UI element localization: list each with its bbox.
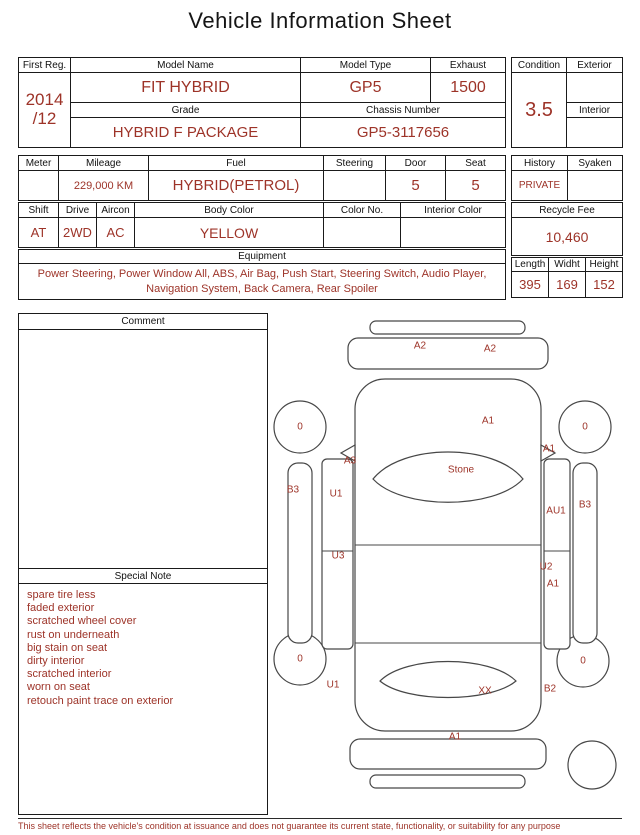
body-color-label: Body Color <box>135 203 324 218</box>
meter-label: Meter <box>19 156 59 171</box>
damage-marker-0: 0 <box>582 421 588 433</box>
chassis-number-label: Chassis Number <box>301 103 506 118</box>
comment-box <box>18 313 268 815</box>
dimensions-table <box>511 257 623 298</box>
exhaust-value: 1500 <box>431 73 506 103</box>
damage-marker-b3: B3 <box>286 484 300 496</box>
damage-markers <box>270 313 635 815</box>
damage-marker-0: 0 <box>297 421 303 433</box>
first-reg-label: First Reg. <box>19 58 71 73</box>
color-no-value <box>324 218 401 248</box>
special-note-item: big stain on seat <box>27 641 108 654</box>
damage-marker-u2: U2 <box>539 561 553 573</box>
color-no-label: Color No. <box>324 203 401 218</box>
car-damage-diagram <box>270 313 635 815</box>
damage-marker-u3: U3 <box>331 550 345 562</box>
damage-marker-a3: A3 <box>343 455 357 467</box>
chassis-number-value: GP5-3117656 <box>301 118 506 148</box>
history-label: History <box>512 156 568 171</box>
special-note-item: faded exterior <box>27 602 95 615</box>
drive-label: Drive <box>59 203 97 218</box>
recycle-fee-value: 10,460 <box>512 218 623 256</box>
damage-marker-xx: XX <box>478 685 492 697</box>
meter-value <box>19 171 59 201</box>
syaken-value <box>568 171 623 201</box>
first-reg-year: 2014 <box>25 90 64 110</box>
length-label: Length <box>512 258 549 272</box>
damage-marker-u1: U1 <box>329 488 343 500</box>
special-note-item: spare tire less <box>27 589 96 601</box>
seat-value: 5 <box>446 171 506 201</box>
equipment-table <box>18 249 506 300</box>
equipment-value: Power Steering, Power Window All, ABS, Air Bag, Push Start, Steering Switch, Audio Player, Navigation System, Back Camera, Rear Spoiler <box>19 264 506 300</box>
special-note-item: scratched interior <box>27 668 112 681</box>
condition-label: Condition <box>512 58 567 73</box>
exhaust-label: Exhaust <box>431 58 506 73</box>
special-note-item: rust on underneath <box>27 628 120 641</box>
length-value: 395 <box>512 272 549 298</box>
fuel-value: HYBRID(PETROL) <box>149 171 324 201</box>
first-reg-month: /12 <box>32 109 57 128</box>
model-name-label: Model Name <box>71 58 301 73</box>
damage-marker-0: 0 <box>297 653 303 665</box>
aircon-label: Aircon <box>97 203 135 218</box>
shift-value: AT <box>19 218 59 248</box>
special-note-label: Special Note <box>19 568 267 584</box>
body-color-value: YELLOW <box>135 218 324 248</box>
mileage-label: Mileage <box>59 156 149 171</box>
damage-marker-b3: B3 <box>578 499 592 511</box>
drivetrain-table <box>18 202 506 248</box>
damage-marker-0: 0 <box>580 655 586 667</box>
grade-label: Grade <box>71 103 301 118</box>
special-note-item: retouch paint trace on exterior <box>27 694 174 707</box>
damage-marker-stone: Stone <box>447 464 475 476</box>
damage-marker-a1: A1 <box>542 443 556 455</box>
damage-marker-a2: A2 <box>483 343 497 355</box>
width-label: Widht <box>549 258 586 272</box>
model-type-value: GP5 <box>301 73 431 103</box>
disclaimer: This sheet reflects the vehicle's condition at issuance and does not guarantee its current state, functionality, or suitability for any purpose <box>18 818 622 831</box>
condition-value: 3.5 <box>512 73 567 148</box>
syaken-label: Syaken <box>568 156 623 171</box>
seat-label: Seat <box>446 156 506 171</box>
interior-color-value <box>401 218 506 248</box>
height-value: 152 <box>586 272 623 298</box>
drive-value: 2WD <box>59 218 97 248</box>
condition-table <box>511 57 623 148</box>
steering-value <box>324 171 386 201</box>
damage-marker-u1: U1 <box>326 679 340 691</box>
height-label: Height <box>586 258 623 272</box>
damage-marker-a1: A1 <box>546 578 560 590</box>
special-note-item: dirty interior <box>27 654 85 667</box>
equipment-label: Equipment <box>19 250 506 264</box>
history-table <box>511 155 623 201</box>
registration-table <box>18 57 506 148</box>
interior-label: Interior <box>567 103 623 118</box>
grade-value: HYBRID F PACKAGE <box>71 118 301 148</box>
damage-marker-b2: B2 <box>543 683 557 695</box>
first-reg-value <box>19 73 71 148</box>
special-note-list <box>19 584 267 713</box>
model-type-label: Model Type <box>301 58 431 73</box>
exterior-label: Exterior <box>567 58 623 73</box>
history-value: PRIVATE <box>512 171 568 201</box>
mileage-value: 229,000 KM <box>59 171 149 201</box>
recycle-fee-table <box>511 202 623 256</box>
width-value: 169 <box>549 272 586 298</box>
meter-table <box>18 155 506 201</box>
steering-label: Steering <box>324 156 386 171</box>
damage-marker-a1: A1 <box>481 415 495 427</box>
comment-body <box>19 330 267 568</box>
comment-label: Comment <box>19 314 267 330</box>
special-note-item: worn on seat <box>27 681 90 694</box>
shift-label: Shift <box>19 203 59 218</box>
damage-marker-a2: A2 <box>413 340 427 352</box>
recycle-fee-label: Recycle Fee <box>512 203 623 218</box>
model-name-value: FIT HYBRID <box>71 73 301 103</box>
special-note-item: scratched wheel cover <box>27 615 137 628</box>
damage-marker-a1: A1 <box>448 731 462 743</box>
exterior-value <box>567 73 623 103</box>
interior-value <box>567 118 623 148</box>
page-title: Vehicle Information Sheet <box>188 8 452 33</box>
aircon-value: AC <box>97 218 135 248</box>
fuel-label: Fuel <box>149 156 324 171</box>
door-label: Door <box>386 156 446 171</box>
damage-marker-au1: AU1 <box>546 505 566 517</box>
interior-color-label: Interior Color <box>401 203 506 218</box>
door-value: 5 <box>386 171 446 201</box>
